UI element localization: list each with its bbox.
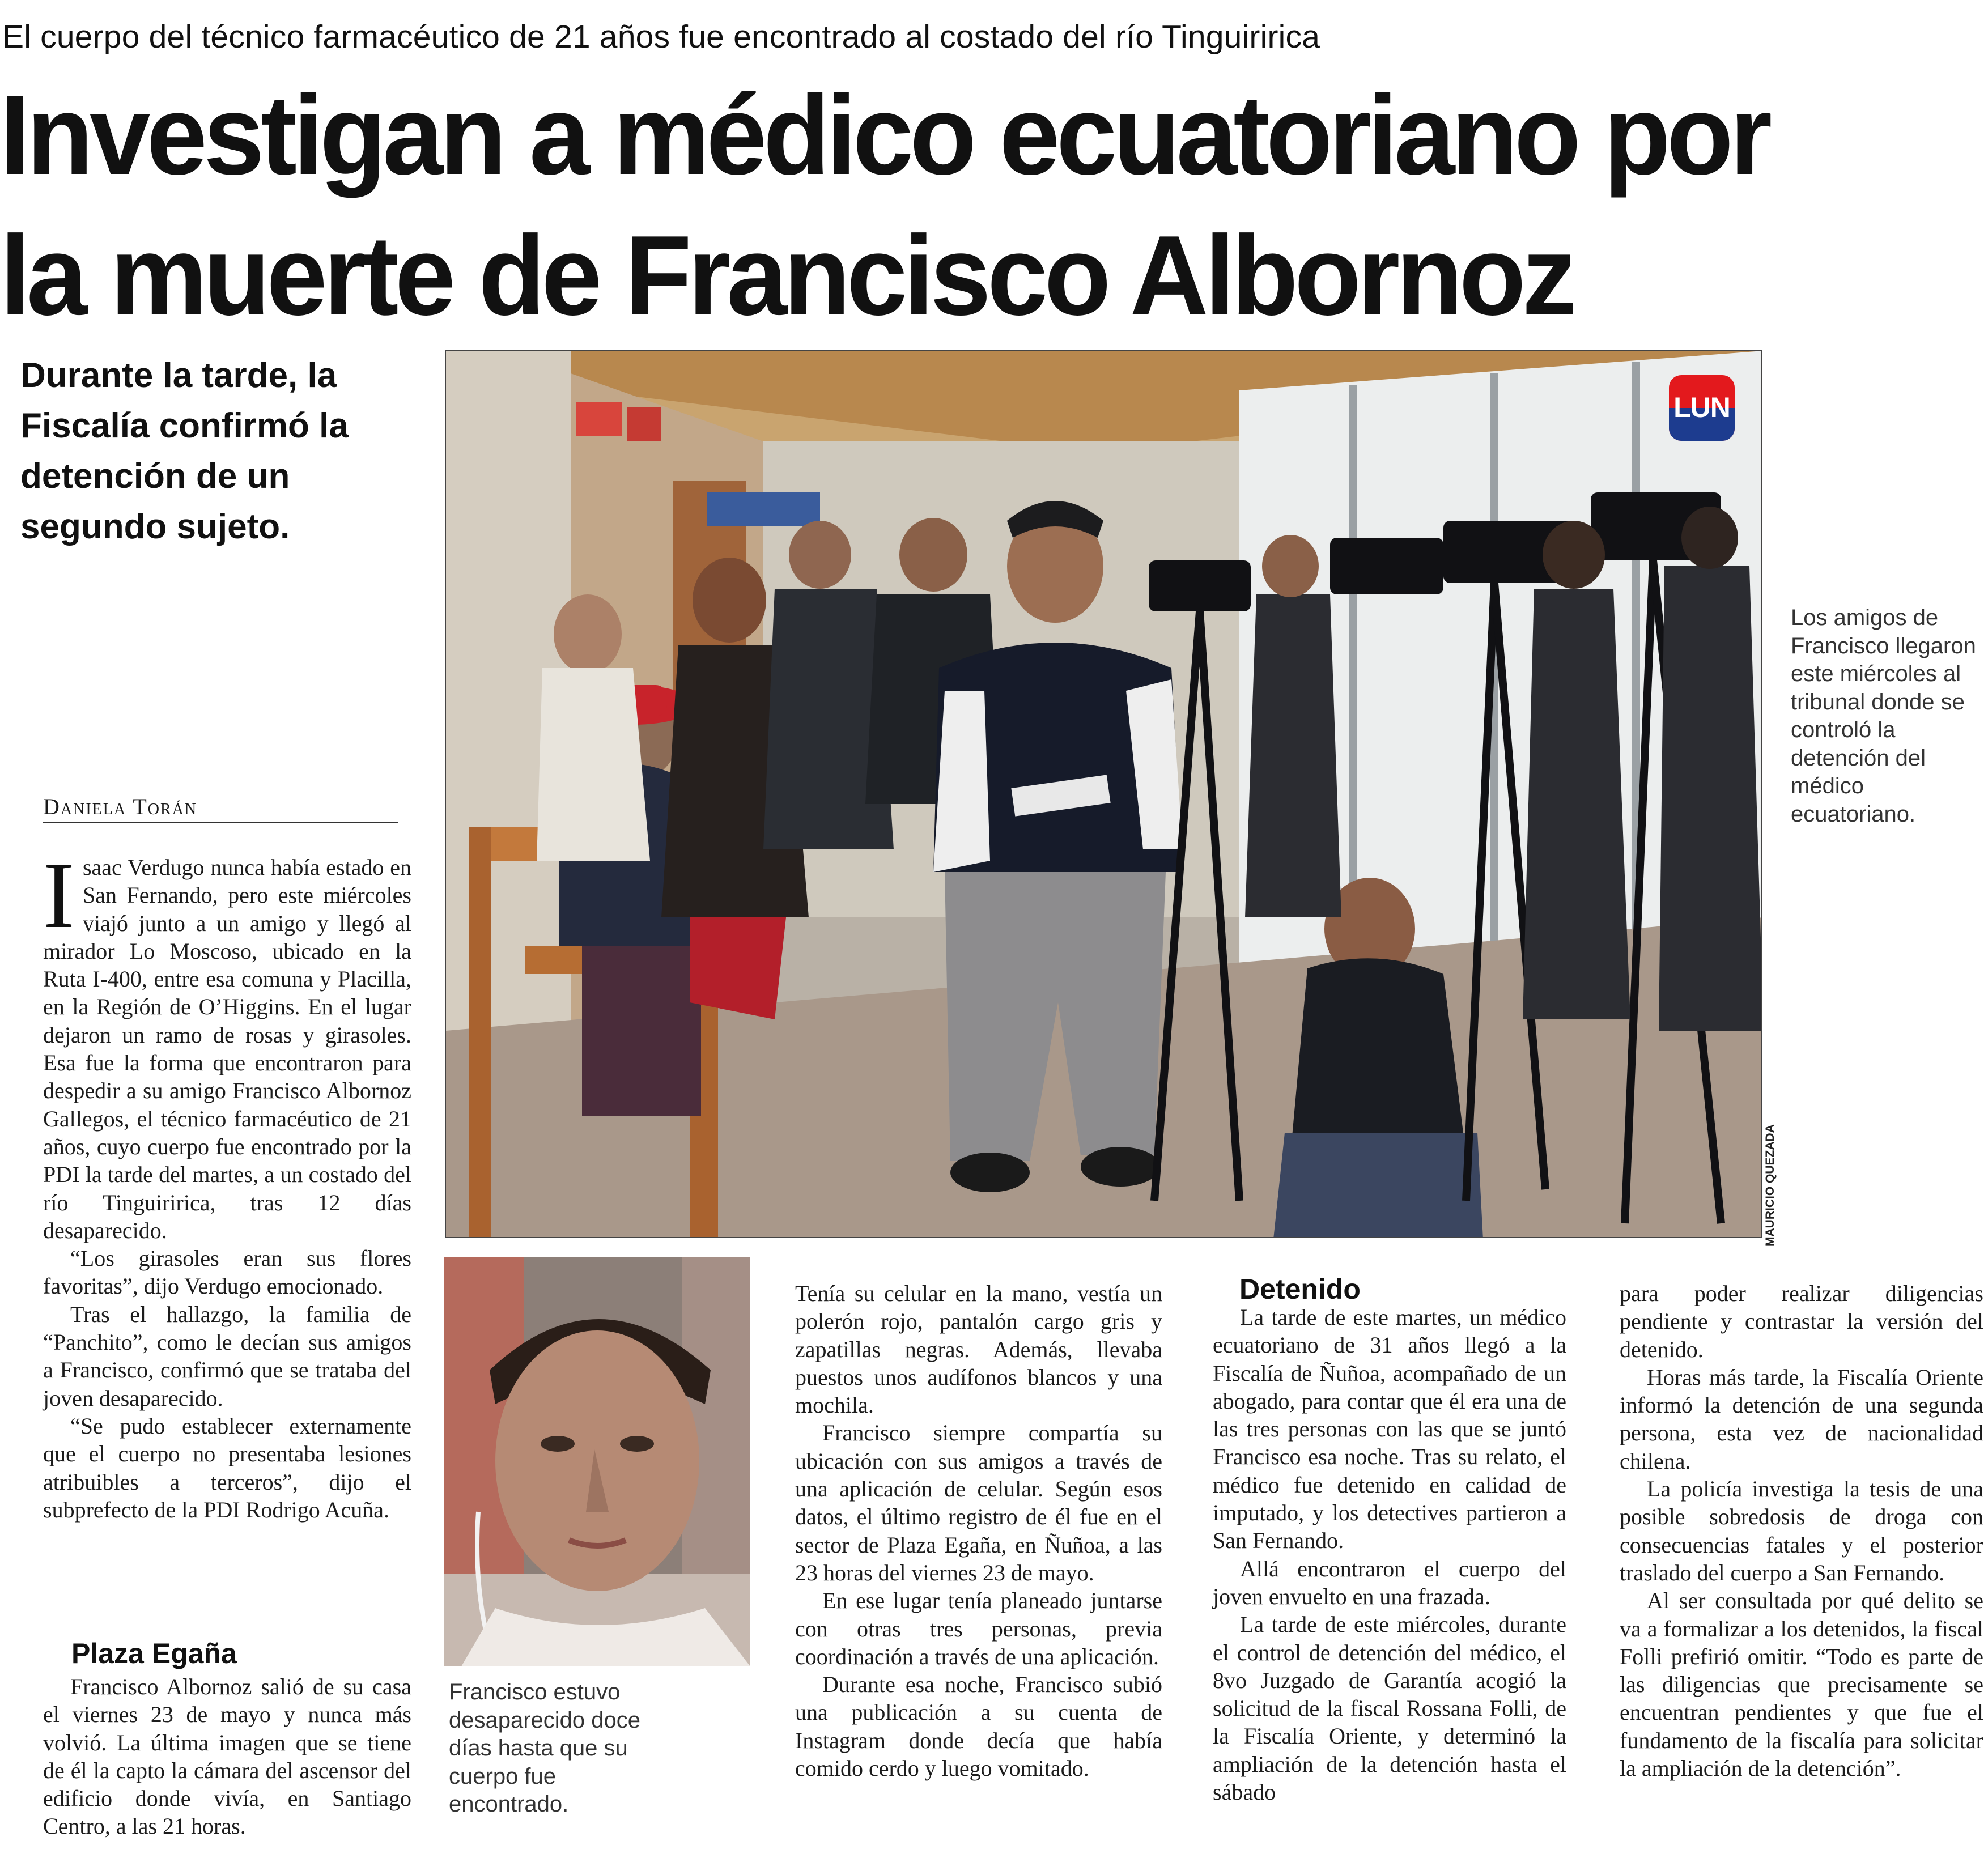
- photo-credit: MAURICIO QUEZADA: [1764, 1124, 1777, 1247]
- paragraph-9: Durante esa noche, Francisco subió una publicación a su cuenta de Instagram donde decía que había comido cerdo y luego vomitado.: [795, 1672, 1162, 1782]
- article-column-3: [1213, 1303, 1566, 1806]
- portrait-caption: Francisco estuvo desaparecido doce días hasta que su cuerpo fue encontrado.: [449, 1680, 641, 1817]
- article-column-1-continued: [43, 1673, 411, 1840]
- main-photo: [445, 350, 1762, 1238]
- paragraph-15: La policía investiga la tesis de una posible sobredosis de droga con consecuencias fatales y el posterior traslado del cuerpo a San Fernando.: [1620, 1476, 1983, 1585]
- deck: Durante la tarde, la Fiscalía confirmó la detención de un segundo sujeto.: [20, 356, 349, 546]
- article-column-1: [43, 843, 411, 1524]
- byline: Daniela Torán: [43, 793, 398, 823]
- kicker: El cuerpo del técnico farmacéutico de 21 años fue encontrado al costado del río Tinguiririca: [2, 19, 1320, 55]
- headline-line-2: la muerte de Francisco Albornoz: [0, 212, 1573, 339]
- subhead-detenido: Detenido: [1239, 1273, 1361, 1305]
- paragraph-8: En ese lugar tenía planeado juntarse con otras tres personas, previa coordinación a través de una aplicación.: [795, 1588, 1162, 1669]
- paragraph-1: saac Verdugo nunca había estado en San Fernando, pero este miércoles viajó junto a un amigo y llegó al mirador Lo Moscoso, ubicado en la Ruta I-400, entre esa comuna y Placilla, en la Región de O’Higgins. En el lugar dejaron un ramo de rosas y girasoles. Esa fue la forma que encontraron para despedir a su amigo Francisco Albornoz Gallegos, el técnico farmacéutico de 21 años, cuyo cuerpo fue encontrado por la PDI la tarde del martes, a un costado del río Tinguiririca, tras 12 días desaparecido.: [43, 854, 411, 1243]
- headline: [0, 65, 1927, 346]
- paragraph-14: Horas más tarde, la Fiscalía Oriente informó la detención de una segunda persona, esta vez de nacionalidad chilena.: [1620, 1364, 1983, 1474]
- paragraph-2: “Los girasoles eran sus flores favoritas”, dijo Verdugo emocionado.: [43, 1245, 411, 1299]
- headline-line-1: Investigan a médico ecuatoriano por: [0, 72, 1769, 198]
- paragraph-16: Al ser consultada por qué delito se va a formalizar a los detenidos, la fiscal Folli prefirió omitir. “Todo es parte de las diligencias que precisamente se encuentran pendientes y que fue el fundamento de la fiscalía para solicitar la ampliación de la detención”.: [1620, 1588, 1983, 1782]
- paragraph-6: Tenía su celular en la mano, vestía un polerón rojo, pantalón cargo gris y zapatillas negras. Además, llevaba puestos unos audífonos blancos y una mochila.: [795, 1281, 1162, 1418]
- article-column-2: [795, 1279, 1162, 1782]
- main-photo-caption: Los amigos de Francisco llegaron este miércoles al tribunal donde se controló la detención del médico ecuatoriano.: [1791, 605, 1976, 827]
- article-column-4: [1620, 1279, 1983, 1782]
- paragraph-12: La tarde de este miércoles, durante el control de detención del médico, el 8vo Juzgado de Garantía acogió la solicitud de la fiscal Rossana Folli, de la Fiscalía Oriente, y determinó la ampliación de la detención hasta el sábado: [1213, 1612, 1566, 1805]
- lun-logo: [1669, 375, 1735, 441]
- lun-logo-text: LUN: [1673, 392, 1730, 423]
- paragraph-3: Tras el hallazgo, la familia de “Panchito”, como le decían sus amigos a Francisco, confirmó que se trataba del joven desaparecido.: [43, 1301, 411, 1411]
- paragraph-4: “Se pudo establecer externamente que el cuerpo no presentaba lesiones atribuibles a terceros”, dijo el subprefecto de la PDI Rodrigo Acuña.: [43, 1413, 411, 1523]
- paragraph-5: Francisco Albornoz salió de su casa el viernes 23 de mayo y nunca más volvió. La última imagen que se tiene de él la capto la cámara del ascensor del edificio donde vivía, en Santiago Centro, a las 21 horas.: [43, 1674, 411, 1839]
- paragraph-11: Allá encontraron el cuerpo del joven envuelto en una frazada.: [1213, 1555, 1566, 1609]
- paragraph-10: La tarde de este martes, un médico ecuatoriano de 31 años llegó a la Fiscalía de Ñuñoa, acompañado de un abogado, para contar que él era una de las tres personas con las que se juntó Francisco esa noche. Tras su relato, el médico fue detenido en calidad de imputado, y los detectives partieron a San Fernando.: [1213, 1304, 1566, 1554]
- paragraph-13: para poder realizar diligencias pendiente y contrastar la versión del detenido.: [1620, 1281, 1983, 1362]
- portrait-photo: [444, 1257, 750, 1666]
- paragraph-7: Francisco siempre compartía su ubicación con sus amigos a través de una aplicación de celular. Según esos datos, el último registro de él fue en el sector de Plaza Egaña, en Ñuñoa, a las 23 horas del viernes 23 de mayo.: [795, 1420, 1162, 1585]
- drop-cap: I: [43, 843, 75, 948]
- subhead-plaza-egana: Plaza Egaña: [71, 1638, 237, 1669]
